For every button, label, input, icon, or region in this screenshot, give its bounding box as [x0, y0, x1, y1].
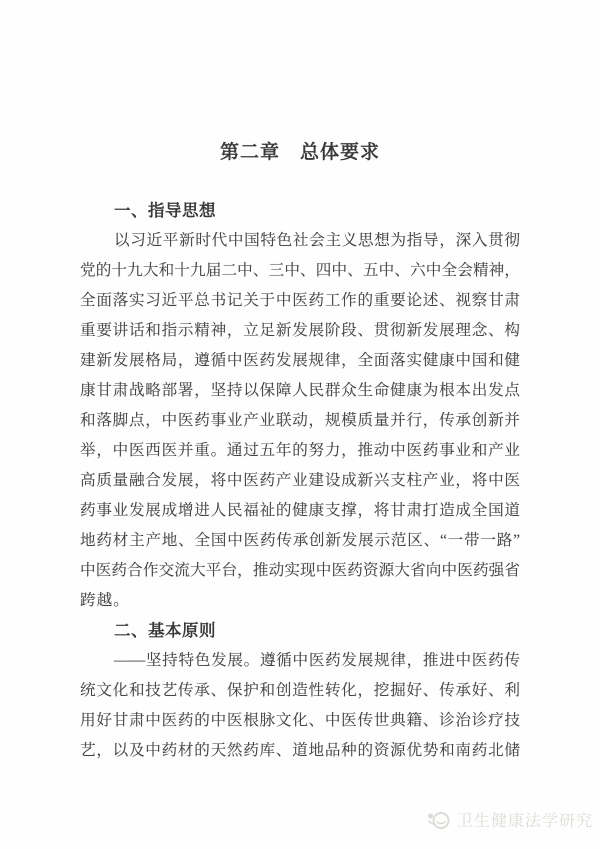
watermark-text: 卫生健康法学研究 [456, 813, 593, 830]
text-line: 和落脚点，中医药事业产业联动，规模质量并行，传承创新并 [80, 412, 520, 429]
text-line: 中医药合作交流大平台，推动实现中医药资源大省向中医药强省 [80, 562, 520, 579]
text-line: 建新发展格局，遵循中医药发展规律，全面落实健康中国和健 [80, 352, 520, 369]
text-line: 地药材主产地、全国中医药传承创新发展示范区、“一带一路” [80, 532, 520, 549]
text-line: 举，中医西医并重。通过五年的努力，推动中医药事业和产业 [80, 442, 520, 459]
text-line: 艺，以及中药材的天然药库、道地品种的资源优势和南药北储 [80, 742, 520, 759]
text-line: 药事业发展成增进人民福祉的健康支撑，将甘肃打造成全国道 [80, 502, 520, 519]
text-line: 党的十九大和十九届二中、三中、四中、五中、六中全会精神， [80, 262, 520, 279]
section-2-heading: 二、基本原则 [114, 622, 216, 640]
text-line: 高质量融合发展，将中医药产业建设成新兴支柱产业，将中医 [80, 472, 520, 489]
text-line: 康甘肃战略部署，坚持以保障人民群众生命健康为根本出发点 [80, 382, 520, 399]
text-line: 统文化和技艺传承、保护和创造性转化，挖掘好、传承好、利 [80, 682, 520, 699]
text-line: 全面落实习近平总书记关于中医药工作的重要论述、视察甘肃 [80, 292, 520, 309]
text-line: 重要讲话和指示精神，立足新发展阶段、贯彻新发展理念、构 [80, 322, 520, 339]
section-1-heading: 一、指导思想 [114, 202, 216, 220]
text-line: 跨越。 [80, 592, 130, 609]
text-line: 用好甘肃中医药的中医根脉文化、中医传世典籍、诊治诊疗技 [80, 712, 520, 729]
text-line: ——坚持特色发展。遵循中医药发展规律，推进中医药传 [114, 652, 520, 669]
text-line: 以习近平新时代中国特色社会主义思想为指导，深入贯彻 [114, 232, 520, 249]
chapter-title: 第二章 总体要求 [219, 142, 380, 163]
watermark-logo-icon [426, 809, 452, 831]
document-body [80, 196, 520, 766]
watermark [426, 808, 593, 831]
